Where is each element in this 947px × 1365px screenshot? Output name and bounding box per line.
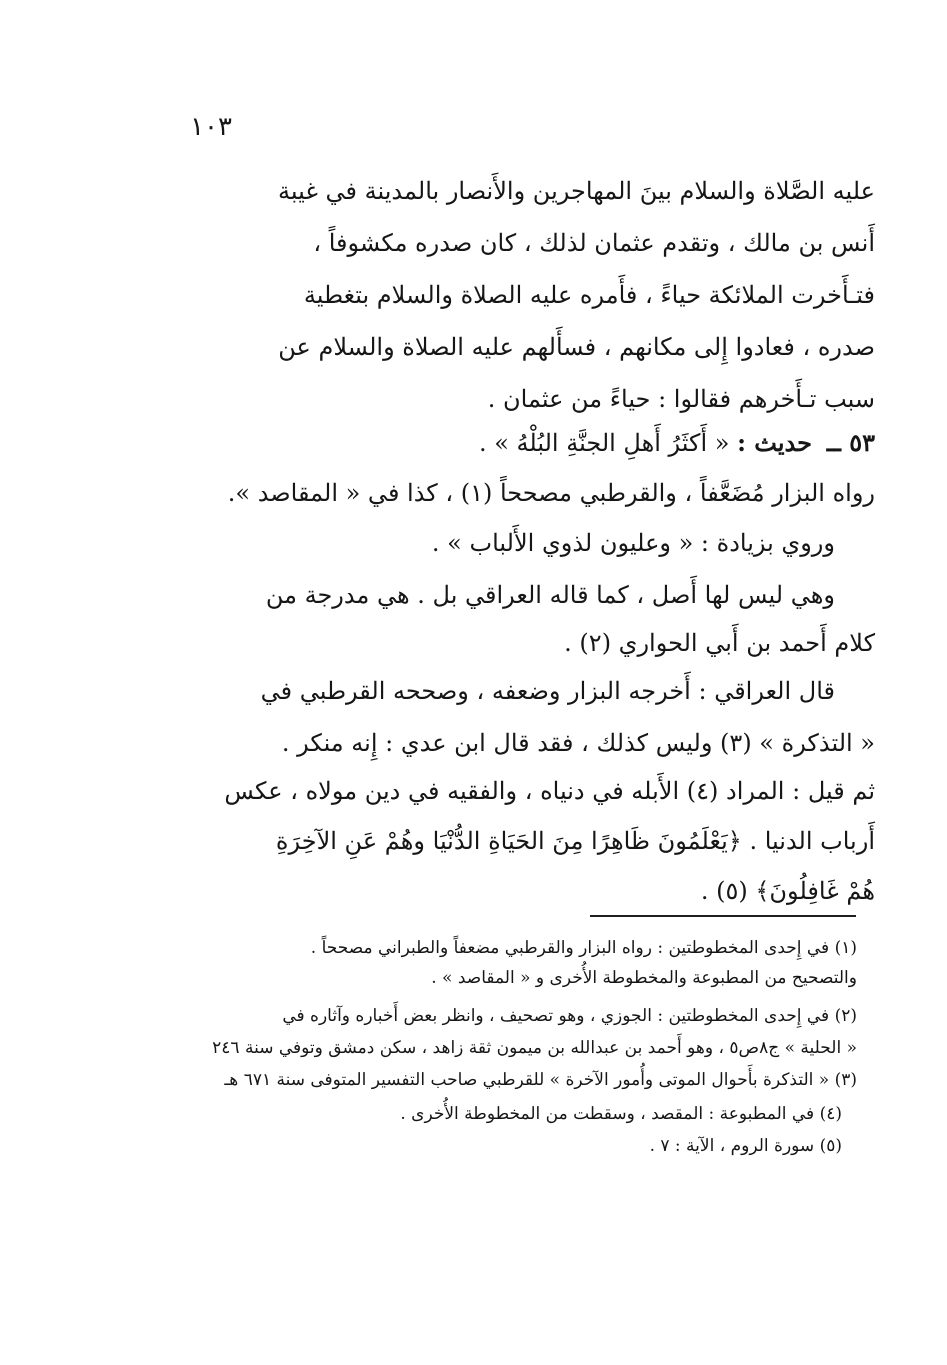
hadith-text-line: وروي بزيادة : « وعليون لذوي الأَلباب » .: [431, 529, 835, 557]
footnote-line: « الحلية » ج٨ص٥ ، وهو أَحمد بن عبدالله بن ميمون ثقة زاهد ، سكن دمشق وتوفي سنة ٢٤٦: [212, 1038, 857, 1058]
footnote-line: والتصحيح من المطبوعة والمخطوطة الأُخرى و « المقاصد » .: [431, 968, 857, 988]
main-text-line: سبب تـأَخرهم فقالوا : حياءً من عثمان .: [487, 385, 875, 413]
footnote-line: (٤) في المطبوعة : المقصد ، وسقطت من المخطوطة الأُخرى .: [400, 1104, 842, 1124]
footnote-line: (٥) سورة الروم ، الآية : ٧ .: [649, 1136, 842, 1156]
footnote-separator: [590, 915, 856, 917]
main-text-line: عليه الصَّلاة والسلام بينَ المهاجرين والأَنصار بالمدينة في غيبة: [278, 177, 875, 205]
hadith-title: [112, 424, 812, 462]
main-text-line: فتـأَخرت الملائكة حياءً ، فأَمره عليه الصلاة والسلام بتغطية: [303, 281, 875, 309]
footnote-line: (٢) في إِحدى المخطوطتين : الجوزي ، وهو تصحيف ، وانظر بعض أَخباره وآثاره في: [282, 1006, 857, 1026]
hadith-text-line: أَرباب الدنيا . ﴿يَعْلَمُونَ ظَاهِرًا مِنَ الحَيَاةِ الدُّنْيَا وهُمْ عَنِ الآخِرَةِ: [275, 827, 875, 855]
footnote-line: (٣) « التذكرة بأَحوال الموتى وأُمور الآخرة » للقرطبي صاحب التفسير المتوفى سنة ٦٧١ هـ: [224, 1070, 857, 1090]
hadith-text-line: هُمْ غَافِلُونَ﴾ (٥) .: [700, 877, 875, 905]
hadith-text-line: ثم قيل : المراد (٤) الأَبله في دنياه ، والفقيه في دين مولاه ، عكس: [224, 777, 875, 805]
main-text-line: صدره ، فعادوا إِلى مكانهم ، فسأَلهم عليه الصلاة والسلام عن: [278, 333, 875, 361]
hadith-text: « أَكثَرُ أَهلِ الجنَّةِ البُلْهُ » .: [478, 429, 730, 457]
hadith-text-line: رواه البزار مُضَعَّفاً ، والقرطبي مصححاً (١) ، كذا في « المقاصد ».: [227, 479, 875, 507]
hadith-keyword: حديث :: [737, 428, 812, 457]
hadith-text-line: كلام أَحمد بن أَبي الحواري (٢) .: [564, 629, 875, 657]
hadith-text-line: وهي ليس لها أَصل ، كما قاله العراقي بل . هي مدرجة من: [265, 581, 835, 609]
hadith-text-line: « التذكرة » (٣) وليس كذلك ، فقد قال ابن عدي : إِنه منكر .: [281, 729, 875, 757]
page-number: ١٠٣: [190, 112, 232, 142]
hadith-text-line: قال العراقي : أَخرجه البزار وضعفه ، وصححه القرطبي في: [260, 677, 835, 705]
hadith-number: ٥٣ ــ: [826, 428, 875, 457]
main-text-line: أَنس بن مالك ، وتقدم عثمان لذلك ، كان صدره مكشوفاً ،: [313, 229, 875, 257]
footnote-line: (١) في إِحدى المخطوطتين : رواه البزار والقرطبي مضعفاً والطبراني مصححاً .: [310, 938, 857, 958]
